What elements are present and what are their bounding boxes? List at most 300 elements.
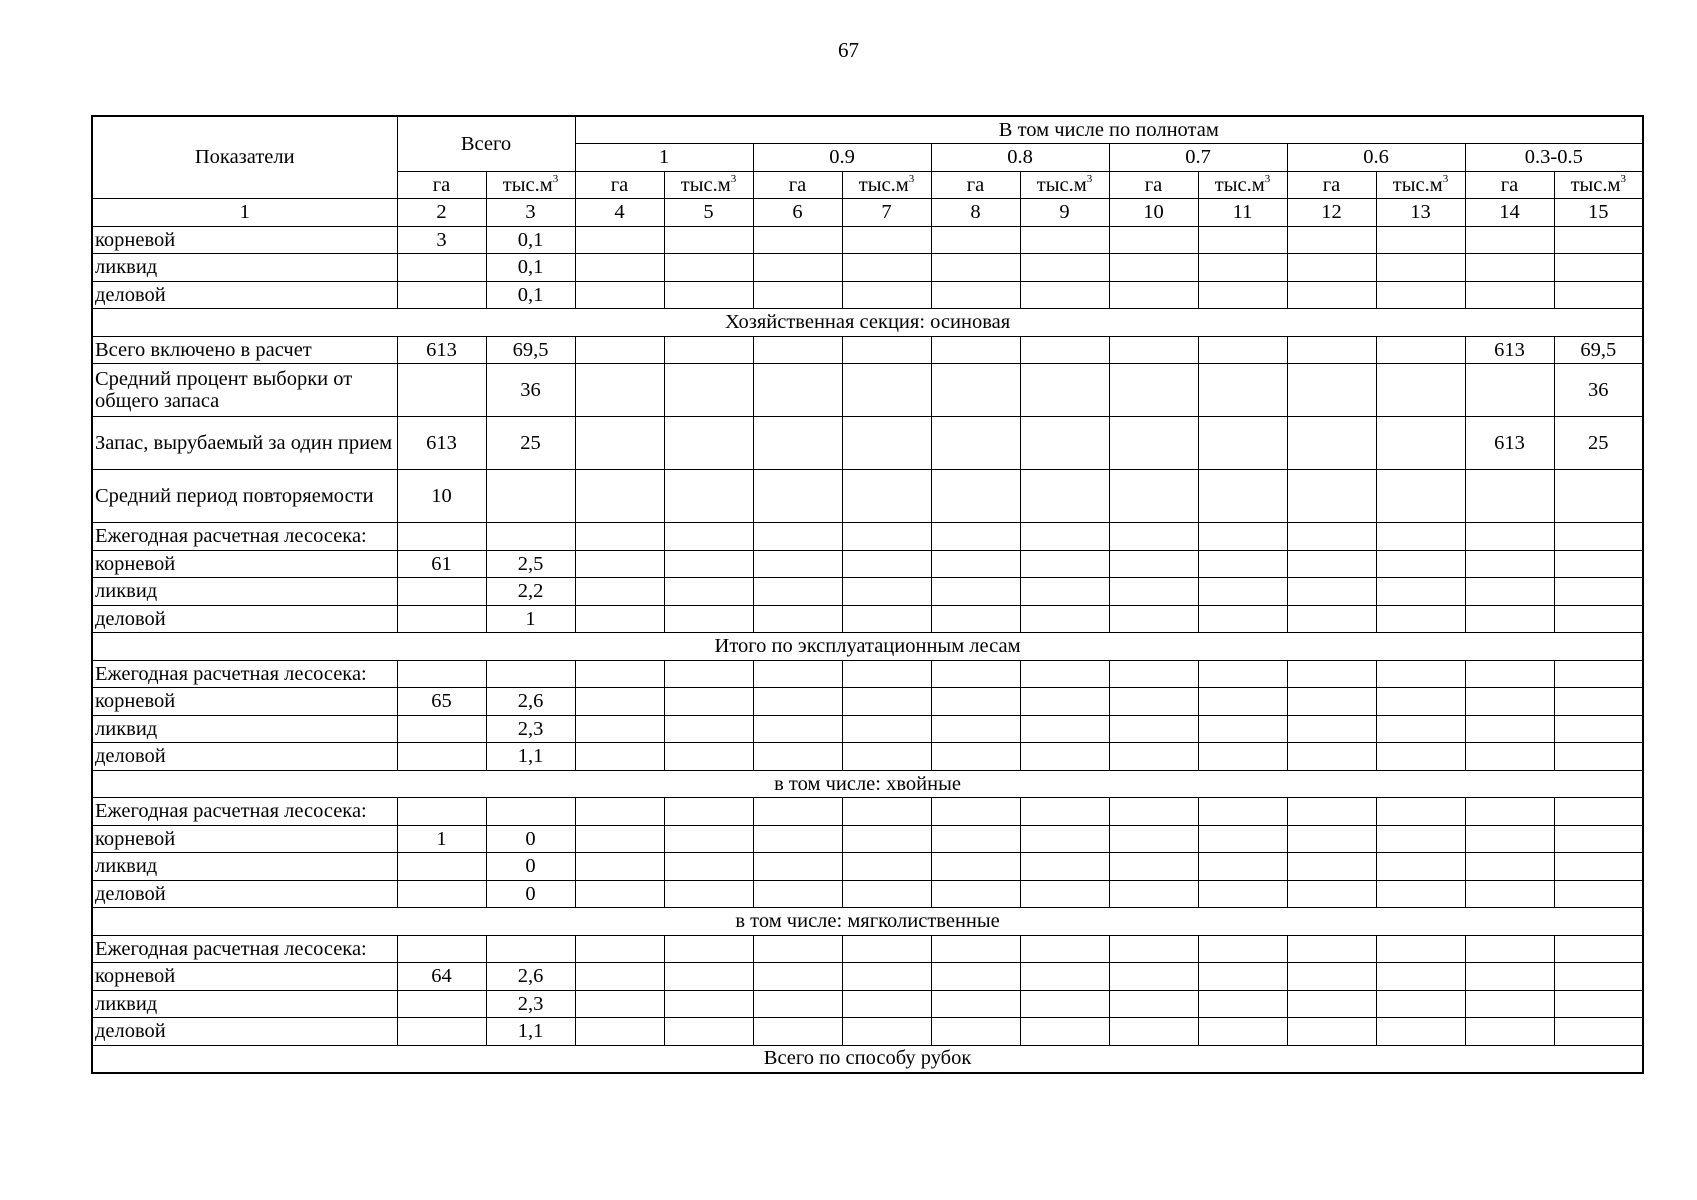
value-cell [931, 417, 1020, 470]
value-cell [1020, 1018, 1109, 1046]
value-cell [842, 578, 931, 606]
value-cell [397, 605, 486, 633]
column-number-cell: 3 [486, 199, 575, 227]
value-cell [931, 798, 1020, 826]
value-cell [664, 660, 753, 688]
value-cell: 3 [397, 226, 486, 254]
value-cell [931, 825, 1020, 853]
value-cell [753, 281, 842, 309]
column-number-row [92, 199, 1643, 227]
value-cell [753, 853, 842, 881]
table-row [92, 715, 1643, 743]
unit-volume-header [1554, 171, 1643, 199]
value-cell [664, 336, 753, 364]
value-cell [1109, 523, 1198, 551]
value-cell [1287, 1018, 1376, 1046]
value-cell [1198, 417, 1287, 470]
value-cell [753, 688, 842, 716]
value-cell [1287, 825, 1376, 853]
table-row [92, 605, 1643, 633]
row-label: ликвид [92, 254, 397, 282]
value-cell [1287, 523, 1376, 551]
section-title: Хозяйственная секция: осиновая [92, 309, 1643, 337]
unit-volume-exponent: 3 [1086, 172, 1093, 185]
value-cell [664, 254, 753, 282]
value-cell [397, 743, 486, 771]
value-cell [931, 743, 1020, 771]
value-cell [1554, 880, 1643, 908]
value-cell [1109, 853, 1198, 881]
row-label: деловой [92, 1018, 397, 1046]
value-cell [1554, 660, 1643, 688]
value-cell [1376, 470, 1465, 523]
value-cell [1109, 364, 1198, 417]
row-label: корневой [92, 963, 397, 991]
header-row-1 [92, 116, 1643, 144]
value-cell [1554, 523, 1643, 551]
value-cell [753, 578, 842, 606]
value-cell [1376, 254, 1465, 282]
value-cell [1287, 715, 1376, 743]
row-label: Средний процент выборки от общего запаса [92, 364, 397, 417]
value-cell [842, 226, 931, 254]
value-cell [1020, 364, 1109, 417]
value-cell [842, 798, 931, 826]
value-cell [1109, 281, 1198, 309]
value-cell [1376, 798, 1465, 826]
value-cell [664, 935, 753, 963]
value-cell [1376, 281, 1465, 309]
value-cell [1554, 715, 1643, 743]
value-cell [753, 715, 842, 743]
value-cell [1109, 798, 1198, 826]
value-cell [1554, 935, 1643, 963]
value-cell: 0,1 [486, 254, 575, 282]
column-number-cell: 9 [1020, 199, 1109, 227]
value-cell [1109, 336, 1198, 364]
value-cell [1465, 963, 1554, 991]
row-label: корневой [92, 688, 397, 716]
value-cell [664, 990, 753, 1018]
value-cell [1020, 660, 1109, 688]
unit-volume-exponent: 3 [908, 172, 915, 185]
value-cell [1287, 364, 1376, 417]
value-cell [931, 935, 1020, 963]
value-cell [842, 880, 931, 908]
value-cell [664, 605, 753, 633]
value-cell [575, 963, 664, 991]
value-cell: 0 [486, 825, 575, 853]
value-cell [397, 660, 486, 688]
value-cell [931, 715, 1020, 743]
value-cell [397, 798, 486, 826]
value-cell [1198, 715, 1287, 743]
value-cell [1465, 660, 1554, 688]
value-cell [1198, 743, 1287, 771]
value-cell [1376, 935, 1465, 963]
value-cell [1020, 550, 1109, 578]
value-cell: 0,1 [486, 281, 575, 309]
value-cell [842, 470, 931, 523]
value-cell [931, 281, 1020, 309]
row-label: деловой [92, 880, 397, 908]
value-cell [575, 417, 664, 470]
table-row [92, 825, 1643, 853]
value-cell [1198, 688, 1287, 716]
value-cell [575, 336, 664, 364]
value-cell [575, 226, 664, 254]
value-cell [1287, 226, 1376, 254]
value-cell [1554, 853, 1643, 881]
value-cell [842, 336, 931, 364]
value-cell [1198, 550, 1287, 578]
value-cell [1287, 853, 1376, 881]
table-row [92, 523, 1643, 551]
unit-volume-header [1020, 171, 1109, 199]
value-cell [1109, 1018, 1198, 1046]
value-cell [931, 578, 1020, 606]
indicators-header: Показатели [92, 116, 397, 199]
value-cell [1376, 364, 1465, 417]
value-cell [1554, 825, 1643, 853]
unit-volume-header [664, 171, 753, 199]
table-row [92, 364, 1643, 417]
value-cell [1554, 550, 1643, 578]
table-row [92, 226, 1643, 254]
value-cell [842, 254, 931, 282]
table-row [92, 743, 1643, 771]
unit-volume-text: тыс.м [858, 173, 909, 196]
value-cell [1465, 935, 1554, 963]
value-cell [1376, 1018, 1465, 1046]
value-cell [1287, 578, 1376, 606]
table-row [92, 660, 1643, 688]
value-cell [1198, 364, 1287, 417]
unit-volume-text: тыс.м [1036, 173, 1087, 196]
unit-volume-text: тыс.м [680, 173, 731, 196]
value-cell [842, 281, 931, 309]
value-cell [1109, 417, 1198, 470]
value-cell [486, 935, 575, 963]
value-cell [397, 578, 486, 606]
unit-ha-header: га [1109, 171, 1198, 199]
value-cell: 64 [397, 963, 486, 991]
value-cell [1109, 550, 1198, 578]
table-row [92, 688, 1643, 716]
value-cell [1554, 470, 1643, 523]
value-cell [1465, 578, 1554, 606]
value-cell [842, 605, 931, 633]
value-cell [664, 743, 753, 771]
table-row [92, 336, 1643, 364]
value-cell [1554, 798, 1643, 826]
by-density-header: В том числе по полнотам [575, 116, 1643, 144]
value-cell [1465, 1018, 1554, 1046]
value-cell [1198, 825, 1287, 853]
value-cell [664, 963, 753, 991]
value-cell: 25 [486, 417, 575, 470]
table-row [92, 990, 1643, 1018]
unit-volume-text: тыс.м [502, 173, 553, 196]
value-cell [842, 523, 931, 551]
value-cell [753, 660, 842, 688]
value-cell [842, 660, 931, 688]
row-label: Ежегодная расчетная лесосека: [92, 660, 397, 688]
value-cell [1020, 688, 1109, 716]
unit-ha-header: га [931, 171, 1020, 199]
value-cell [753, 336, 842, 364]
value-cell [664, 1018, 753, 1046]
row-label: ликвид [92, 853, 397, 881]
value-cell [1109, 963, 1198, 991]
value-cell [1198, 605, 1287, 633]
value-cell [1376, 605, 1465, 633]
density-group-header: 0.7 [1109, 144, 1287, 172]
value-cell [1376, 550, 1465, 578]
value-cell [1287, 336, 1376, 364]
value-cell [575, 688, 664, 716]
value-cell [1465, 825, 1554, 853]
value-cell [1109, 660, 1198, 688]
value-cell [397, 1018, 486, 1046]
value-cell [1020, 798, 1109, 826]
value-cell: 25 [1554, 417, 1643, 470]
density-group-header: 0.8 [931, 144, 1109, 172]
value-cell [931, 605, 1020, 633]
value-cell [1198, 336, 1287, 364]
value-cell [842, 853, 931, 881]
value-cell: 2,2 [486, 578, 575, 606]
value-cell [931, 880, 1020, 908]
value-cell [931, 1018, 1020, 1046]
unit-volume-exponent: 3 [552, 172, 559, 185]
value-cell [1465, 798, 1554, 826]
value-cell [1020, 470, 1109, 523]
table-row [92, 550, 1643, 578]
value-cell: 2,6 [486, 963, 575, 991]
value-cell [1020, 963, 1109, 991]
value-cell [931, 688, 1020, 716]
value-cell [1020, 281, 1109, 309]
value-cell [931, 550, 1020, 578]
value-cell [1287, 688, 1376, 716]
section-title: Всего по способу рубок [92, 1045, 1643, 1073]
value-cell [1376, 825, 1465, 853]
value-cell [1554, 605, 1643, 633]
value-cell [1109, 825, 1198, 853]
value-cell: 613 [1465, 417, 1554, 470]
table-row [92, 798, 1643, 826]
value-cell: 65 [397, 688, 486, 716]
value-cell [1554, 743, 1643, 771]
value-cell: 36 [486, 364, 575, 417]
value-cell [842, 825, 931, 853]
value-cell [753, 605, 842, 633]
value-cell [486, 798, 575, 826]
value-cell [1287, 798, 1376, 826]
value-cell [1020, 336, 1109, 364]
value-cell [1198, 523, 1287, 551]
value-cell: 1 [486, 605, 575, 633]
column-number-cell: 10 [1109, 199, 1198, 227]
value-cell [1465, 550, 1554, 578]
table-row [92, 853, 1643, 881]
unit-volume-exponent: 3 [1620, 172, 1627, 185]
value-cell [1109, 226, 1198, 254]
value-cell [1554, 1018, 1643, 1046]
value-cell [664, 880, 753, 908]
value-cell [1287, 417, 1376, 470]
value-cell [1376, 336, 1465, 364]
row-label: Ежегодная расчетная лесосека: [92, 523, 397, 551]
density-group-header: 1 [575, 144, 753, 172]
value-cell [575, 1018, 664, 1046]
unit-volume-text: тыс.м [1392, 173, 1443, 196]
value-cell: 2,3 [486, 990, 575, 1018]
value-cell [753, 963, 842, 991]
value-cell [1020, 226, 1109, 254]
value-cell [575, 825, 664, 853]
value-cell [931, 853, 1020, 881]
value-cell [1287, 990, 1376, 1018]
section-title: Итого по эксплуатационным лесам [92, 633, 1643, 661]
value-cell: 1,1 [486, 743, 575, 771]
value-cell [575, 743, 664, 771]
value-cell [664, 281, 753, 309]
value-cell [842, 990, 931, 1018]
value-cell [1020, 254, 1109, 282]
value-cell: 1 [397, 825, 486, 853]
value-cell [575, 364, 664, 417]
value-cell [575, 523, 664, 551]
value-cell [753, 743, 842, 771]
value-cell [1198, 853, 1287, 881]
value-cell [1465, 364, 1554, 417]
value-cell [842, 743, 931, 771]
value-cell [664, 688, 753, 716]
value-cell [575, 470, 664, 523]
value-cell [753, 990, 842, 1018]
value-cell [397, 254, 486, 282]
row-label: Ежегодная расчетная лесосека: [92, 798, 397, 826]
value-cell: 69,5 [1554, 336, 1643, 364]
value-cell: 36 [1554, 364, 1643, 417]
value-cell [397, 715, 486, 743]
unit-volume-text: тыс.м [1214, 173, 1265, 196]
value-cell [753, 935, 842, 963]
value-cell [1020, 825, 1109, 853]
value-cell [575, 660, 664, 688]
table-row [92, 281, 1643, 309]
value-cell [1554, 226, 1643, 254]
section-row [92, 1045, 1643, 1073]
value-cell [664, 470, 753, 523]
value-cell [1020, 605, 1109, 633]
value-cell [1198, 226, 1287, 254]
page-number: 67 [838, 38, 859, 62]
value-cell [753, 470, 842, 523]
value-cell [664, 523, 753, 551]
row-label: Ежегодная расчетная лесосека: [92, 935, 397, 963]
value-cell [1198, 798, 1287, 826]
value-cell [1198, 1018, 1287, 1046]
value-cell [1376, 990, 1465, 1018]
value-cell [1287, 605, 1376, 633]
value-cell [1287, 743, 1376, 771]
unit-volume-header [486, 171, 575, 199]
section-title: в том числе: мягколиственные [92, 908, 1643, 936]
column-number-cell: 5 [664, 199, 753, 227]
value-cell [1465, 853, 1554, 881]
value-cell [397, 523, 486, 551]
value-cell [486, 523, 575, 551]
value-cell: 613 [397, 417, 486, 470]
value-cell [664, 825, 753, 853]
value-cell: 0,1 [486, 226, 575, 254]
value-cell [664, 550, 753, 578]
value-cell [575, 605, 664, 633]
unit-volume-exponent: 3 [730, 172, 737, 185]
value-cell [397, 935, 486, 963]
value-cell [1198, 963, 1287, 991]
value-cell [1020, 880, 1109, 908]
unit-volume-exponent: 3 [1442, 172, 1449, 185]
column-number-cell: 12 [1287, 199, 1376, 227]
value-cell [1376, 578, 1465, 606]
value-cell [1465, 470, 1554, 523]
value-cell [1287, 963, 1376, 991]
value-cell [1287, 254, 1376, 282]
unit-ha-header: га [397, 171, 486, 199]
column-number-cell: 8 [931, 199, 1020, 227]
value-cell [1287, 880, 1376, 908]
table-row [92, 578, 1643, 606]
column-number-cell: 11 [1198, 199, 1287, 227]
row-label: Средний период повторяемости [92, 470, 397, 523]
value-cell [664, 226, 753, 254]
value-cell [1465, 715, 1554, 743]
value-cell [931, 336, 1020, 364]
value-cell [842, 550, 931, 578]
value-cell [1465, 743, 1554, 771]
value-cell [1198, 660, 1287, 688]
allowable-cut-table [91, 115, 1644, 1074]
value-cell [1109, 688, 1198, 716]
row-label: ликвид [92, 578, 397, 606]
value-cell [1376, 660, 1465, 688]
density-group-header: 0.3-0.5 [1465, 144, 1643, 172]
value-cell [397, 880, 486, 908]
value-cell [931, 523, 1020, 551]
value-cell [1376, 963, 1465, 991]
value-cell [1465, 605, 1554, 633]
value-cell [397, 281, 486, 309]
value-cell [1287, 470, 1376, 523]
value-cell [1198, 281, 1287, 309]
value-cell [1109, 880, 1198, 908]
value-cell [575, 715, 664, 743]
value-cell [1554, 688, 1643, 716]
value-cell [664, 578, 753, 606]
value-cell [753, 825, 842, 853]
value-cell: 0 [486, 880, 575, 908]
value-cell [1198, 990, 1287, 1018]
value-cell [1376, 715, 1465, 743]
value-cell [842, 364, 931, 417]
row-label: деловой [92, 605, 397, 633]
value-cell [1287, 281, 1376, 309]
value-cell [1554, 254, 1643, 282]
